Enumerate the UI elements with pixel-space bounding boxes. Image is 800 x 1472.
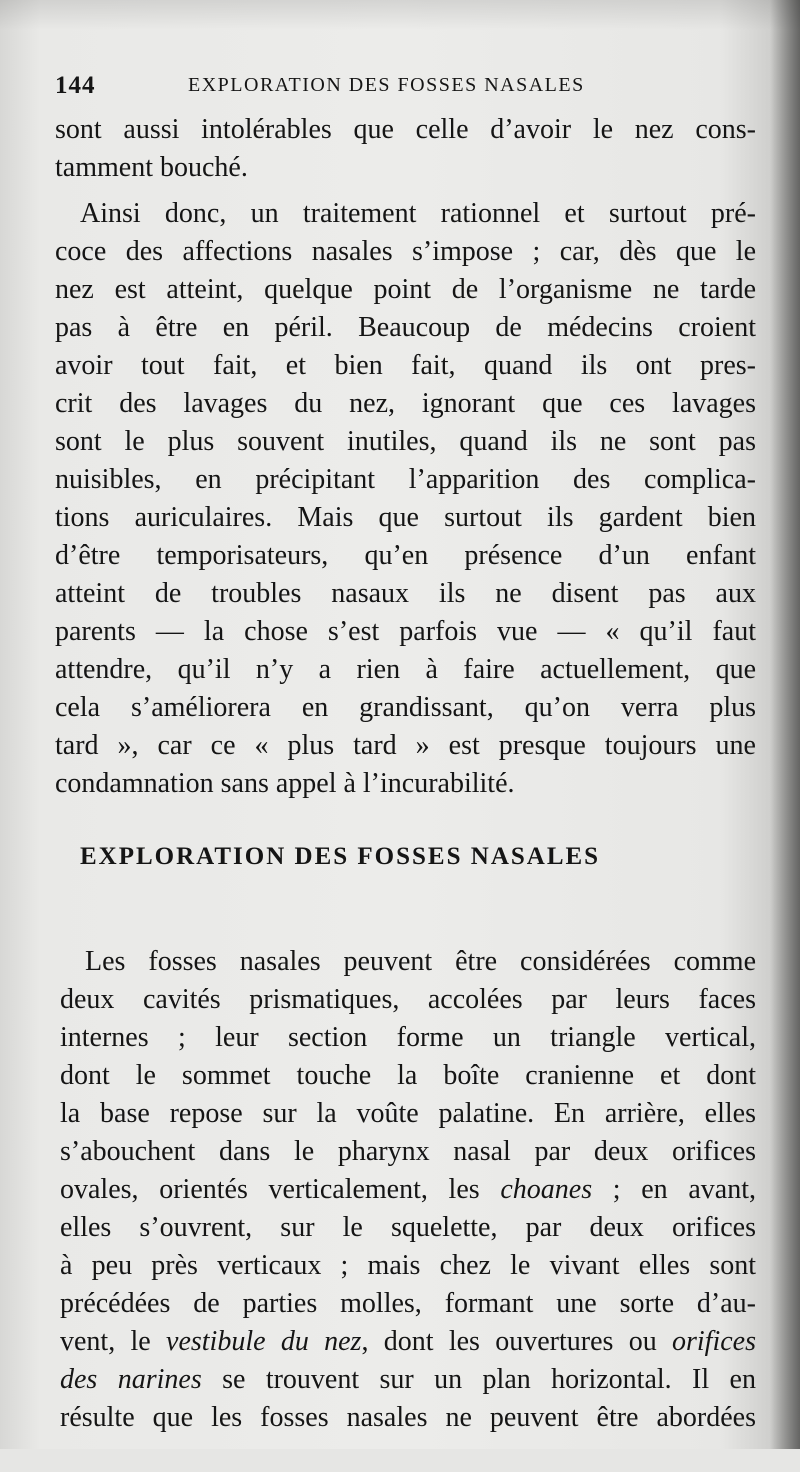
text-line [0,112,800,148]
text-line [0,1060,800,1129]
text-line [0,766,800,802]
line-text: résulte que les fosses nasales ne peuvent être abordées [60,1402,756,1433]
text-line [0,462,800,498]
line-text-part: ; en avant, [592,1174,756,1205]
line-text-part: ovales, orientés verticalement, les [60,1174,501,1205]
line-text: elles s’ouvrent, sur le squelette, par deux orifices [60,1212,756,1243]
line-text: cela s’améliorera en grandissant, qu’on verra plus [55,692,756,723]
line-text: crit des lavages du nez, ignorant que ces lavages [55,388,756,419]
text-line [0,500,800,536]
text-line [0,1288,800,1357]
line-text: nuisibles, en précipitant l’apparition des complica- [55,464,756,495]
text-line [0,196,800,232]
line-text: avoir tout fait, et bien fait, quand ils ont pres- [55,350,756,381]
line-text-part: vent, le [60,1326,167,1357]
text-line [0,728,800,764]
text-line [0,424,800,460]
text-line [0,386,800,422]
text-line [0,1250,800,1319]
text-line [0,1136,800,1205]
line-text: Les fosses nasales peuvent être considérées comme [85,946,756,977]
line-text-part: se trouvent sur un plan horizontal. Il en [201,1364,756,1395]
line-text-part: , dont les ouvertures ou [361,1326,672,1357]
line-text: attendre, qu’il n’y a rien à faire actuellement, que [55,654,756,685]
line-text: à peu près verticaux ; mais chez le vivant elles sont [60,1250,756,1281]
text-line [0,272,800,308]
line-text: tions auriculaires. Mais que surtout ils gardent bien [55,502,756,533]
line-text: coce des affections nasales s’impose ; car, dès que le [55,236,756,267]
line-text: sont aussi intolérables que celle d’avoir le nez cons- [55,114,756,145]
text-line [0,1174,800,1243]
text-line [0,538,800,574]
text-line [0,234,800,270]
page-top-shadow [0,0,800,30]
line-text: la base repose sur la voûte palatine. En arrière, elles [60,1098,756,1129]
line-text: sont le plus souvent inutiles, quand ils ne sont pas [55,426,756,457]
italic-term-orifices: orifices [672,1326,756,1357]
page-header [55,72,755,102]
line-text: pas à être en péril. Beaucoup de médecins croient [55,312,756,343]
text-line [0,1212,800,1281]
text-line [0,348,800,384]
line-text: parents — la chose s’est parfois vue — « qu’il faut [55,616,756,647]
section-heading: EXPLORATION DES FOSSES NASALES [80,843,601,870]
line-text: tamment bouché. [55,152,248,183]
italic-term-vestibule: vestibule du nez [166,1326,362,1357]
text-line [0,150,800,186]
text-line [0,1098,800,1167]
line-text: internes ; leur section forme un triangle vertical, [60,1022,756,1053]
text-line [0,946,800,1015]
text-line [0,1022,800,1091]
text-line [0,1364,800,1433]
text-line [0,310,800,346]
text-line [0,576,800,612]
text-line [0,984,800,1053]
page-number: 144 [55,72,96,99]
line-text: condamnation sans appel à l’incurabilité. [55,768,515,799]
line-text: tard », car ce « plus tard » est presque toujours une [55,730,756,761]
line-text: précédées de parties molles, formant une sorte d’au- [60,1288,756,1319]
line-text: Ainsi donc, un traitement rationnel et surtout pré- [80,198,756,229]
line-text: nez est atteint, quelque point de l’organisme ne tarde [55,274,756,305]
italic-term-narines: des narines [60,1364,202,1395]
line-text: dont le sommet touche la boîte cranienne et dont [60,1060,756,1091]
text-line [0,1326,800,1395]
text-line [0,652,800,688]
line-text: deux cavités prismatiques, accolées par leurs faces [60,984,756,1015]
text-line [0,908,800,977]
line-text: d’être temporisateurs, qu’en présence d’un enfant [55,540,756,571]
text-line [0,690,800,726]
line-text: atteint de troubles nasaux ils ne disent pas aux [55,578,756,609]
line-text: s’abouchent dans le pharynx nasal par deux orifices [60,1136,756,1167]
italic-term-choanes: choanes [500,1174,593,1205]
text-line [0,614,800,650]
running-head: EXPLORATION DES FOSSES NASALES [188,74,585,96]
